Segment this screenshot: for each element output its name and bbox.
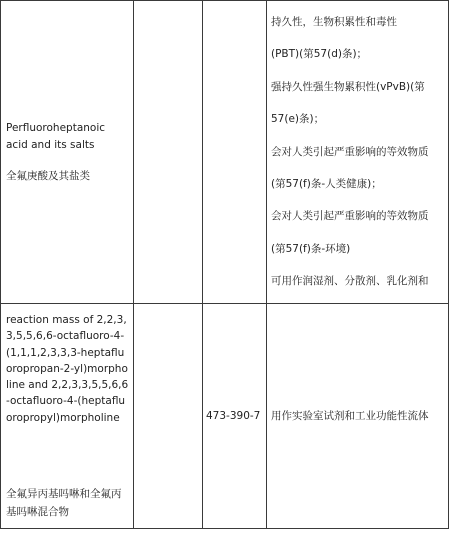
row1-substance-chinese: 全氟庚酸及其盐类 [6,170,90,182]
property-line: (PBT)(第57(d)条)； [271,48,368,61]
row1-properties [271,12,447,304]
property-line: 57(e)条)； [271,113,325,126]
property-line: 可用作润湿剂、分散剂、乳化剂和 [271,275,429,288]
property-line: 会对人类引起严重影响的等效物质 [271,210,429,223]
property-line: (第57(f)条-环境) [271,242,351,255]
table-left-border [0,0,1,529]
row1-substance-english: Perfluoroheptanoic acid and its salts [6,122,106,151]
column-divider-2 [202,0,203,529]
column-divider-1 [133,0,134,529]
property-line: (第57(f)条-人类健康)； [271,177,382,190]
row2-use: 用作实验室试剂和工业功能性流体 [271,410,429,422]
table-top-border [0,0,449,1]
property-line: 强持久性强生物累积性(vPvB)(第 [271,80,425,93]
row2-substance-chinese: 全氟异丙基吗啉和全氟丙基吗啉混合物 [6,488,122,518]
table-bottom-border [0,528,449,529]
property-line: 持久性，生物积累性和毒性 [271,16,397,28]
property-line: 会对人类引起严重影响的等效物质 [271,145,429,158]
table-right-border [448,0,449,529]
column-divider-3 [266,0,267,529]
row2-ec-number: 473-390-7 [206,410,261,422]
row2-substance-english: reaction mass of 2,2,3,3,5,5,6,6-octafluoro-4-(1,1,1,2,3,3,3-heptafluoropropan-2-yl)morpholine and 2,2,3,3,5,5,6,6-octafluoro-4-(heptafluoropropyl)morpholine [6,314,129,424]
